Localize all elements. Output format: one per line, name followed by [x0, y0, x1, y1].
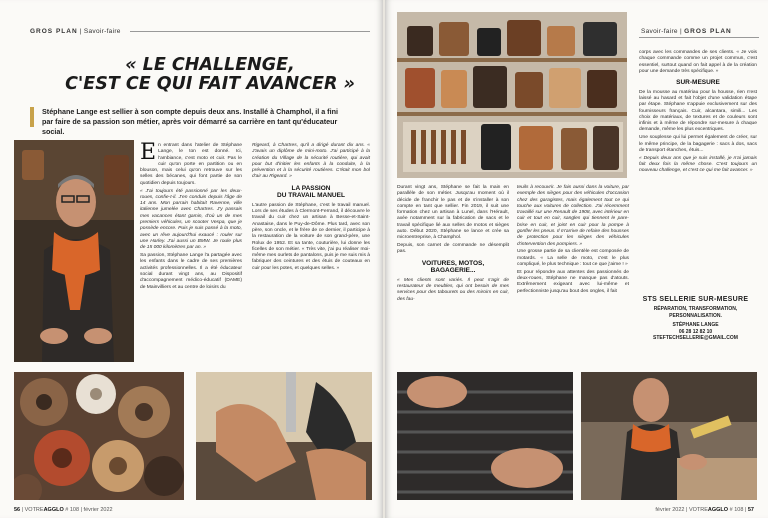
- issue-number: # 108: [65, 507, 80, 513]
- paragraph: Une grosse partie de sa clientèle est composée de motards. « La selle de moto, c'est le plus compliqué, le plus technique : tout ce que j'aime ! »: [517, 249, 629, 268]
- rubric-separator: |: [79, 28, 84, 35]
- rubric-separator: |: [679, 28, 685, 35]
- magazine-name-part2: AGGLO: [43, 507, 64, 513]
- subhead-line2: BAGAGERIE...: [430, 267, 476, 275]
- right-footer: février 2022 | VOTREAGGLO # 108 | 57: [655, 507, 754, 513]
- paragraph: Et pour répondre aux attentes des passionnés de deux-roues, Stéphane ne manque pas d'atouts. Extrêmement exigeant avec lui-même et perfectionniste jusqu'au bout des ongles, il fait: [517, 269, 629, 294]
- subhead: [252, 185, 370, 200]
- headline: [60, 56, 360, 94]
- issue-date: février 2022: [83, 507, 113, 513]
- magazine-name-part1: VOTRE: [688, 507, 708, 513]
- rubric: [641, 28, 732, 35]
- sewing-photo: [196, 372, 372, 500]
- quote-paragraph: teuils à recouvrir. Je fais aussi dans la voiture, par exemple des sièges pour des véhicules d'occasion chez des garagistes, mais également tout ce qui touche aux voitures de collection. J'ai récemment travaillé sur une Renault de 1908, avec intérieur en cuir et tout en cuir, sangles qui tiennent le pare-brise en cuir, et joint en cuir pour la pompe à gonfler les pneus. Il m'arrive de refaire des housses de protection pour les sièges des véhicules d'intervention des pompiers. »: [517, 185, 629, 247]
- rubric-rule: [130, 31, 370, 32]
- quote-paragraph: « J'ai toujours été passionné par les deux-roues, confie-t-il. J'en conduis depuis l'âge de 14 ans. Mon parrain habitait Ravenne, ville italienne jumelée avec Chartres. J'y passais mes vacances étant gamin, d'où un de mes premiers véhicules, un scooter Vespa, que je possède encore. Puis je suis passé à la moto, avec un rêve aujourd'hui exaucé : rouler sur une Harley. J'ai aussi un BMW. Je roule plus de 15 000 kilomètres par an. »: [140, 188, 242, 251]
- subhead-line1: LA PASSION: [291, 184, 331, 192]
- intro-paragraph: Stéphane Lange est sellier à son compte depuis deux ans. Installé à Champhol, il a fini par faire de sa passion son métier, après voir démarré sa carrière en tant qu'éducateur social.: [42, 107, 338, 136]
- rubric-sub: Savoir-faire: [83, 28, 121, 35]
- bags-wall-photo: [397, 12, 627, 178]
- page-number: 56: [14, 507, 21, 513]
- paragraph: n entrant dans l'atelier de Stéphane Lange, le ton est donné. Ici, l'ambiance, c'est moto et cuir. Pas le cuir qu'on porte en partition ou en blouson, mais celui qu'on retrouve sur les selles des bécanes, qui font partie de son quotidien depuis toujours.: [140, 143, 242, 186]
- left-column-1: [140, 140, 242, 292]
- right-column-2: [517, 185, 629, 297]
- right-column-3: [639, 50, 757, 176]
- rubric-section: GROS PLAN: [30, 28, 78, 35]
- contact-name: STÉPHANE LANGE: [672, 322, 719, 328]
- contact-services-line2: PERSONNALISATION.: [669, 312, 722, 319]
- subhead: SUR-MESURE: [676, 79, 720, 87]
- quote-paragraph: « Mes clients sont variés. Il peut s'agir de restaurateur de meubles, qui ont besoin de mes services pour des tabourets ou des miroirs en cuir, des fau-: [397, 277, 509, 302]
- right-page: [385, 0, 768, 518]
- rubric: [30, 28, 121, 35]
- paragraph: corps avec les commandes de ses clients. « Je vois chaque commande comme un projet commun, c'est essentiel, surtout quand on fait appel à de la création pour une demande très spécifique. »: [639, 50, 757, 74]
- contact-title: STS SELLERIE SUR-MESURE: [642, 296, 749, 303]
- paragraph: Sa passion, Stéphane Lange l'a partagée avec les enfants dans le cadre de ses premières activités professionnelles. Il a été éducateur social durant vingt ans, au Dispositif d'accompagnement médico-éducatif (DAME) de Mainvilliers et au centre de loisirs du: [140, 253, 242, 290]
- paragraph: De la mousse au matériau pour la housse, rien n'est laissé au hasard et fait l'objet d'une validation étape par étape. Stéphane s'appuie exclusivement sur des fournisseurs français. Cuir, alcantara, simili... Les choix de matériaux, de textures et de couleurs sont infinis et à même de répondre sur-mesure à chaque demande, même les plus excentriques.: [639, 89, 757, 133]
- paragraph: Depuis, son carnet de commande ne désemplit pas.: [397, 243, 509, 255]
- headline-line2: C'EST CE QUI FAIT AVANCER »: [65, 74, 355, 94]
- right-column-1: [397, 185, 509, 304]
- paragraph: Durant vingt ans, Stéphane se fait la main en parallèle de son métier. Jusqu'au moment où il décide de franchir le pas et de s'installer à son compte en tant que sellier. Fin 2019, il suit une formation chez un artisan à Lunel, dans l'Hérault, axée notamment sur la fabrication de sacs et le travail spécifique lié aux selles de motos et sièges auto. Début 2020, Stéphane se lance et crée sa microentreprise, à Champhol.: [397, 185, 509, 241]
- subhead-line2: DU TRAVAIL MANUEL: [277, 192, 345, 200]
- left-column-2: [252, 143, 370, 274]
- stitching-photo: [397, 372, 573, 500]
- issue-number: # 108: [729, 507, 744, 513]
- paragraph: Une souplesse qui lui permet également de créer, sur le même principe, de la bagagerie : sacs à dos, sacs de transport étanches, étuis...: [639, 135, 757, 153]
- dropcap: E: [140, 140, 157, 165]
- workshop-photo: [581, 372, 757, 500]
- subhead: [397, 260, 509, 275]
- issue-date: février 2022: [655, 507, 685, 513]
- left-page: [0, 0, 383, 518]
- page-number: 57: [747, 507, 754, 513]
- quote-paragraph: Rigeard, à Chartres, qu'il a dirigé durant dix ans. « J'avais un diplôme de mini-moto. J'ai participé à la création du Village de la sécurité routière, qui avait pour but d'initier les enfants à la conduite, à la prévention et à la sécurité routières. C'était mon bol d'air au Rigeard. »: [252, 143, 370, 180]
- quote-paragraph: « Depuis deux ans que je suis installé, je n'ai jamais fait deux fois la même chose. C'est toujours un nouveau challenge, et c'est ce qui me fait avancer. »: [639, 155, 757, 174]
- contact-services-line1: RÉPARATION, TRANSFORMATION,: [653, 306, 738, 312]
- contact-phone: 06 28 12 82 10: [678, 328, 713, 335]
- rubric-rule: [639, 37, 759, 38]
- rubric-sub: Savoir-faire: [641, 28, 678, 35]
- magazine-name-part2: AGGLO: [707, 507, 729, 513]
- magazine-name-part1: VOTRE: [24, 507, 44, 513]
- leather-rolls-photo: [14, 372, 184, 500]
- intro-accent: [30, 107, 34, 127]
- contact-email[interactable]: STEFTECHSELLERIE@GMAIL.COM: [653, 335, 738, 341]
- paragraph: L'autre passion de Stéphane, c'est le travail manuel. Lors de ses études à Clermont-Ferrand, il découvre le travail du cuir chez un artisan à Besse-et-Saint-Anastaise, dans le Puy-de-Dôme. Plus tard, avec son père, son oncle, et le frère de ce dernier, il participe à la restauration de la voiture de son grand-père, une Rolux de 1952. Et sa tante, couturière, lui donne les ficelles de son métier. « Très vite, j'ai pu réaliser moi-même mes ourlets de pantalons, puis je me suis mis à fabriquer des ceintures et des étuis de couteaux en cuir pour les potes, et quelques selles. »: [252, 202, 370, 271]
- left-footer: 56 | VOTREAGGLO # 108 | février 2022: [14, 507, 113, 513]
- portrait-photo: [14, 140, 134, 362]
- headline-line1: « LE CHALLENGE,: [125, 55, 295, 75]
- subhead-line1: VOITURES, MOTOS,: [421, 259, 485, 267]
- contact-box: [638, 296, 753, 342]
- rubric-section: GROS PLAN: [684, 28, 732, 35]
